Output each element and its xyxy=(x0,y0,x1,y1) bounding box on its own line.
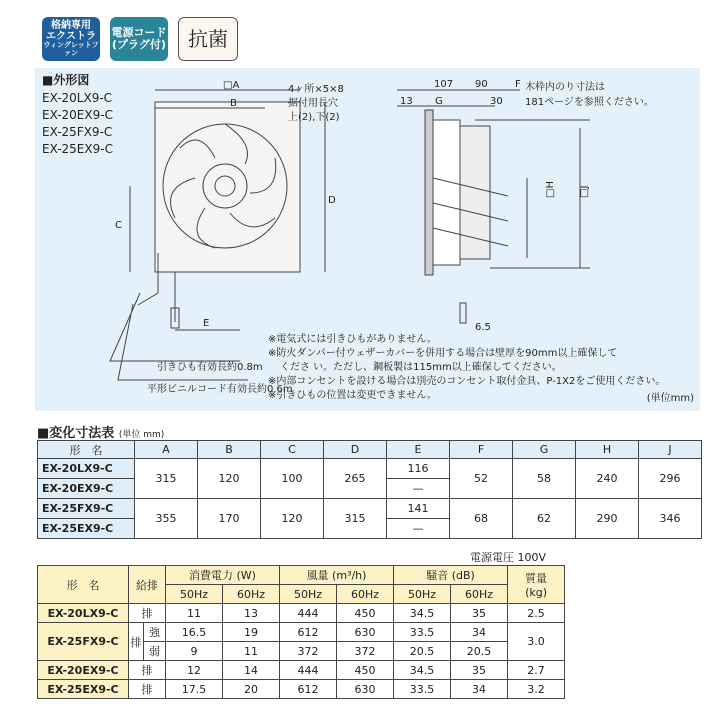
outline-drawing-panel xyxy=(35,68,700,411)
slot-label: 据付用長穴 xyxy=(288,98,338,109)
cell: 612 xyxy=(280,680,337,699)
cell: 240 xyxy=(576,459,639,499)
cell: 116 xyxy=(387,459,450,479)
cell: — xyxy=(387,519,450,539)
header-cell: E xyxy=(387,441,450,459)
cell: — xyxy=(387,479,450,499)
cell: 34.5 xyxy=(394,604,451,623)
header-cell: 60Hz xyxy=(337,585,394,604)
pull-cord-length: 引きひも有効長約0.8m xyxy=(157,362,263,373)
dim-c: C xyxy=(115,220,122,231)
cell: 346 xyxy=(639,499,702,539)
model-name: EX-20LX9-C xyxy=(42,91,113,105)
cell: 612 xyxy=(280,623,337,642)
header-cell: 消費電力 (W) xyxy=(166,566,280,585)
dimension-table xyxy=(37,440,702,539)
badge-line: 電源コード xyxy=(111,26,167,40)
header-cell: 50Hz xyxy=(394,585,451,604)
cell: 34.5 xyxy=(394,661,451,680)
model-cell: EX-25FX9-C xyxy=(38,499,135,519)
cell: 34 xyxy=(451,680,508,699)
cell: 355 xyxy=(135,499,198,539)
badge-line: 格納専用 xyxy=(51,20,91,32)
title-text: ■変化寸法表 xyxy=(37,426,115,441)
cell: 315 xyxy=(135,459,198,499)
model-cell: EX-20LX9-C xyxy=(38,604,129,623)
header-cell: 60Hz xyxy=(223,585,280,604)
badge-line: (プラグ付) xyxy=(111,38,167,51)
header-cell: G xyxy=(513,441,576,459)
notes xyxy=(268,333,698,403)
spec-table xyxy=(37,565,565,699)
dim-e: E xyxy=(203,318,210,329)
cell: 450 xyxy=(337,661,394,680)
mass-label: 質量 xyxy=(525,572,548,585)
badge-line: エクストラ xyxy=(46,30,96,42)
model-cell: EX-20LX9-C xyxy=(38,459,135,479)
cell: 120 xyxy=(198,459,261,499)
header-cell: F xyxy=(450,441,513,459)
unit-text: (単位 mm) xyxy=(118,430,165,440)
cell: 141 xyxy=(387,499,450,519)
cell: 372 xyxy=(280,642,337,661)
cell: 444 xyxy=(280,661,337,680)
cell: 11 xyxy=(166,604,223,623)
cell: 強 xyxy=(144,623,166,642)
cell: 排 xyxy=(129,661,166,680)
frame-note: 木枠内のり寸法は xyxy=(525,82,605,93)
model-cell: EX-25EX9-C xyxy=(38,680,129,699)
cell: 35 xyxy=(451,604,508,623)
note-line: くださ い。ただし、鋼板製は115mm以上確保してください。 xyxy=(280,362,562,373)
header-cell: 給排 xyxy=(129,566,166,604)
model-cell: EX-20EX9-C xyxy=(38,479,135,499)
side-view xyxy=(397,90,590,323)
note-line: ※内部コンセントを設ける場合は別売のコンセント取付金具、P-1X2をご使用ください。 xyxy=(268,376,666,387)
cell: 120 xyxy=(261,499,324,539)
model-name: EX-20EX9-C xyxy=(42,108,113,122)
power-cord-length: 平形ビニルコード有効長約0.6m xyxy=(147,384,293,395)
cell: 2.7 xyxy=(508,661,565,680)
header-cell: D xyxy=(324,441,387,459)
header-cell: 風量 (m³/h) xyxy=(280,566,394,585)
header-cell: C xyxy=(261,441,324,459)
header-cell: 50Hz xyxy=(280,585,337,604)
unit-label: (単位mm) xyxy=(646,393,694,404)
table-header xyxy=(38,566,565,585)
dim-table-title xyxy=(37,422,164,441)
header-cell: J xyxy=(639,441,702,459)
cell: 290 xyxy=(576,499,639,539)
cell: 62 xyxy=(513,499,576,539)
dim-107: 107 xyxy=(434,79,454,90)
cell: 35 xyxy=(451,661,508,680)
cell: 17.5 xyxy=(166,680,223,699)
dim-30: 30 xyxy=(490,96,503,107)
cell: 12 xyxy=(166,661,223,680)
table-row xyxy=(38,661,565,680)
cell: 100 xyxy=(261,459,324,499)
dim-f: F xyxy=(515,79,521,90)
badge-extra-fan xyxy=(42,17,100,61)
cell: 630 xyxy=(337,680,394,699)
cell: 排 xyxy=(129,623,144,661)
cell: 3.0 xyxy=(508,623,565,661)
cell: 16.5 xyxy=(166,623,223,642)
dim-90: 90 xyxy=(475,79,488,90)
cell: 排 xyxy=(129,680,166,699)
model-cell: EX-25FX9-C xyxy=(38,623,129,661)
cell: 630 xyxy=(337,623,394,642)
dim-d: D xyxy=(328,195,336,206)
model-cell: EX-20EX9-C xyxy=(38,661,129,680)
cell: 265 xyxy=(324,459,387,499)
cell: 14 xyxy=(223,661,280,680)
cell: 33.5 xyxy=(394,680,451,699)
cell: 排 xyxy=(129,604,166,623)
cell: 9 xyxy=(166,642,223,661)
table-row xyxy=(38,499,702,519)
table-row xyxy=(38,680,565,699)
cell: 弱 xyxy=(144,642,166,661)
header-cell: H xyxy=(576,441,639,459)
cell: 20 xyxy=(223,680,280,699)
frame-note: 181ページを参照ください。 xyxy=(525,97,654,108)
cell: 11 xyxy=(223,642,280,661)
note-line: ※引きひもの位置は変更できません。 xyxy=(268,390,437,401)
badge-power-cord xyxy=(110,17,168,61)
header-cell: 60Hz xyxy=(451,585,508,604)
dim-6-5: 6.5 xyxy=(475,322,491,333)
dim-j: □J xyxy=(579,185,590,198)
table-row xyxy=(38,623,565,642)
outline-title: ■外形図 xyxy=(42,73,90,87)
mass-unit: (kg) xyxy=(525,586,547,599)
cell: 13 xyxy=(223,604,280,623)
table-row xyxy=(38,459,702,479)
model-name: EX-25FX9-C xyxy=(42,125,113,139)
cell: 34 xyxy=(451,623,508,642)
header-cell: A xyxy=(135,441,198,459)
slot-label-2: 上(2),下(2) xyxy=(288,112,340,123)
model-cell: EX-25EX9-C xyxy=(38,519,135,539)
header-cell: 50Hz xyxy=(166,585,223,604)
dim-13: 13 xyxy=(400,96,413,107)
supply-voltage: 電源電圧 100V xyxy=(470,551,547,564)
cell: 450 xyxy=(337,604,394,623)
badge-antibacterial: 抗菌 xyxy=(178,17,238,61)
header-cell: 形 名 xyxy=(38,441,135,459)
header-cell xyxy=(508,566,565,604)
cell: 20.5 xyxy=(451,642,508,661)
cell: 52 xyxy=(450,459,513,499)
dim-g: G xyxy=(435,96,443,107)
table-header xyxy=(38,441,702,459)
header-cell: 形 名 xyxy=(38,566,129,604)
holes-label: 4ヶ所×5×8 xyxy=(288,84,344,95)
cell: 444 xyxy=(280,604,337,623)
dim-b: B xyxy=(230,98,237,109)
note-line: ※防火ダンパー付ウェザーカバーを併用する場合は壁厚を90mm以上確保して xyxy=(268,348,618,359)
model-name: EX-25EX9-C xyxy=(42,142,113,156)
cell: 58 xyxy=(513,459,576,499)
dim-h: □H xyxy=(545,181,556,198)
table-row xyxy=(38,604,565,623)
cell: 372 xyxy=(337,642,394,661)
cell: 3.2 xyxy=(508,680,565,699)
header-cell: 騒音 (dB) xyxy=(394,566,508,585)
dim-a: □A xyxy=(223,80,240,91)
badge-line: ウィングレットファン xyxy=(43,41,99,57)
cell: 68 xyxy=(450,499,513,539)
cell: 315 xyxy=(324,499,387,539)
note-line: ※電気式には引きひもがありません。 xyxy=(268,334,437,345)
cell: 296 xyxy=(639,459,702,499)
cell: 170 xyxy=(198,499,261,539)
cell: 2.5 xyxy=(508,604,565,623)
header-cell: B xyxy=(198,441,261,459)
cell: 20.5 xyxy=(394,642,451,661)
cell: 19 xyxy=(223,623,280,642)
cell: 33.5 xyxy=(394,623,451,642)
